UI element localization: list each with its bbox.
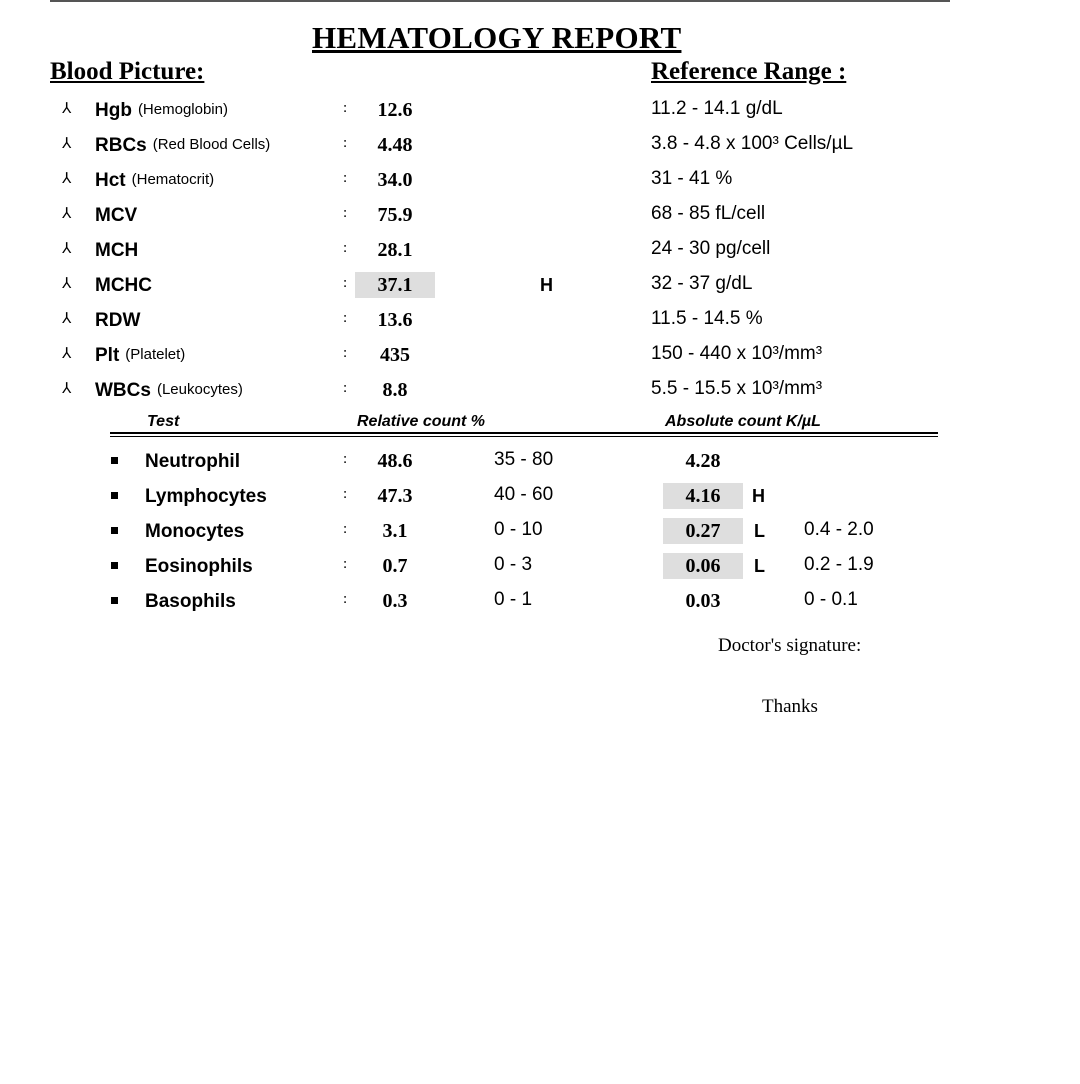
test-value: 435 <box>380 344 410 366</box>
colon-separator: : <box>343 591 348 607</box>
diff-row-monocytes <box>0 517 1080 552</box>
reference-range-heading: Reference Range : <box>651 58 847 85</box>
square-bullet-icon <box>111 527 118 534</box>
reference-range: 11.5 - 14.5 % <box>651 308 763 329</box>
doctor-signature-label: Doctor's signature: <box>718 635 862 656</box>
test-value: 28.1 <box>377 239 413 261</box>
reference-range: 3.8 - 4.8 x 100³ Cells/µL <box>651 133 854 154</box>
test-name: MCV <box>95 205 138 226</box>
absolute-range: 0 - 0.1 <box>804 589 858 610</box>
test-subname: (Hemoglobin) <box>137 101 228 118</box>
colon-separator: : <box>343 310 348 326</box>
colon-separator: : <box>343 240 348 256</box>
test-value: 34.0 <box>377 169 413 191</box>
colon-separator: : <box>343 345 348 361</box>
test-value: 8.8 <box>382 379 408 401</box>
column-header-absolute: Absolute count K/µL <box>665 413 821 430</box>
reference-range: 31 - 41 % <box>651 168 733 189</box>
reference-range: 24 - 30 pg/cell <box>651 238 771 259</box>
colon-separator: : <box>343 275 348 291</box>
relative-range: 0 - 3 <box>494 554 533 575</box>
test-name: RDW <box>95 310 141 331</box>
test-subname: (Hematocrit) <box>131 171 215 188</box>
test-name: Hct <box>95 170 126 191</box>
test-value: 75.9 <box>377 204 413 226</box>
relative-value: 0.3 <box>382 590 408 612</box>
top-border-line <box>50 0 950 2</box>
test-subname: (Platelet) <box>125 346 186 363</box>
branch-marker-icon: ⅄ <box>62 380 72 397</box>
diff-row-eosinophils <box>0 552 1080 587</box>
blood-picture-heading: Blood Picture: <box>50 58 205 85</box>
absolute-value: 4.28 <box>685 450 721 472</box>
relative-range: 35 - 80 <box>494 449 554 470</box>
square-bullet-icon <box>111 492 118 499</box>
colon-separator: : <box>343 451 348 467</box>
relative-value: 48.6 <box>377 450 413 472</box>
reference-range: 11.2 - 14.1 g/dL <box>651 98 783 119</box>
reference-range: 5.5 - 15.5 x 10³/mm³ <box>651 378 823 399</box>
test-value: 4.48 <box>377 134 413 156</box>
square-bullet-icon <box>111 562 118 569</box>
absolute-value-highlighted: 0.27 <box>663 518 743 544</box>
test-row-rdw <box>0 306 1080 341</box>
test-value: 12.6 <box>377 99 413 121</box>
test-name: Plt <box>95 345 120 366</box>
test-row-mchc <box>0 271 1080 306</box>
colon-separator: : <box>343 556 348 572</box>
absolute-value: 0.03 <box>685 590 721 612</box>
test-value-highlighted: 37.1 <box>355 272 435 298</box>
diff-row-lymphocytes <box>0 482 1080 517</box>
abnormal-flag: L <box>754 556 765 576</box>
diff-row-basophils <box>0 587 1080 622</box>
absolute-range: 0.4 - 2.0 <box>804 519 874 540</box>
test-name: MCH <box>95 240 139 261</box>
test-value: 13.6 <box>377 309 413 331</box>
header-divider-thin <box>110 436 938 437</box>
test-row-hct <box>0 166 1080 201</box>
abnormal-flag: H <box>540 275 553 295</box>
branch-marker-icon: ⅄ <box>62 240 72 257</box>
test-name: MCHC <box>95 275 152 296</box>
test-row-mch <box>0 236 1080 271</box>
cell-name: Neutrophil <box>145 451 240 472</box>
test-name: Hgb <box>95 100 132 121</box>
square-bullet-icon <box>111 597 118 604</box>
branch-marker-icon: ⅄ <box>62 310 72 327</box>
square-bullet-icon <box>111 457 118 464</box>
test-row-plt <box>0 341 1080 376</box>
test-row-hgb <box>0 96 1080 131</box>
reference-range: 32 - 37 g/dL <box>651 273 753 294</box>
reference-range: 68 - 85 fL/cell <box>651 203 766 224</box>
relative-value: 3.1 <box>382 520 408 542</box>
abnormal-flag: L <box>754 521 765 541</box>
absolute-value-highlighted: 0.06 <box>663 553 743 579</box>
cell-name: Monocytes <box>145 521 245 542</box>
colon-separator: : <box>343 135 348 151</box>
cell-name: Eosinophils <box>145 556 253 577</box>
header-divider <box>110 432 938 434</box>
colon-separator: : <box>343 100 348 116</box>
diff-row-neutrophil <box>0 447 1080 482</box>
test-row-mcv <box>0 201 1080 236</box>
branch-marker-icon: ⅄ <box>62 135 72 152</box>
colon-separator: : <box>343 170 348 186</box>
branch-marker-icon: ⅄ <box>62 275 72 292</box>
colon-separator: : <box>343 486 348 502</box>
test-row-wbcs <box>0 376 1080 411</box>
cell-name: Lymphocytes <box>145 486 267 507</box>
report-title: HEMATOLOGY REPORT <box>312 20 682 55</box>
column-header-test: Test <box>147 413 180 430</box>
test-row-rbcs <box>0 131 1080 166</box>
colon-separator: : <box>343 380 348 396</box>
absolute-value-highlighted: 4.16 <box>663 483 743 509</box>
relative-value: 0.7 <box>382 555 408 577</box>
relative-value: 47.3 <box>377 485 413 507</box>
test-name: RBCs <box>95 135 147 156</box>
test-subname: (Red Blood Cells) <box>152 136 271 153</box>
absolute-range: 0.2 - 1.9 <box>804 554 874 575</box>
branch-marker-icon: ⅄ <box>62 170 72 187</box>
column-header-relative: Relative count % <box>357 413 486 430</box>
test-name: WBCs <box>95 380 151 401</box>
branch-marker-icon: ⅄ <box>62 345 72 362</box>
branch-marker-icon: ⅄ <box>62 205 72 222</box>
cell-name: Basophils <box>145 591 236 612</box>
relative-range: 0 - 1 <box>494 589 533 610</box>
thanks-text: Thanks <box>762 696 818 717</box>
relative-range: 0 - 10 <box>494 519 543 540</box>
branch-marker-icon: ⅄ <box>62 100 72 117</box>
reference-range: 150 - 440 x 10³/mm³ <box>651 343 823 364</box>
abnormal-flag: H <box>752 486 765 506</box>
test-subname: (Leukocytes) <box>156 381 243 398</box>
colon-separator: : <box>343 521 348 537</box>
relative-range: 40 - 60 <box>494 484 554 505</box>
colon-separator: : <box>343 205 348 221</box>
